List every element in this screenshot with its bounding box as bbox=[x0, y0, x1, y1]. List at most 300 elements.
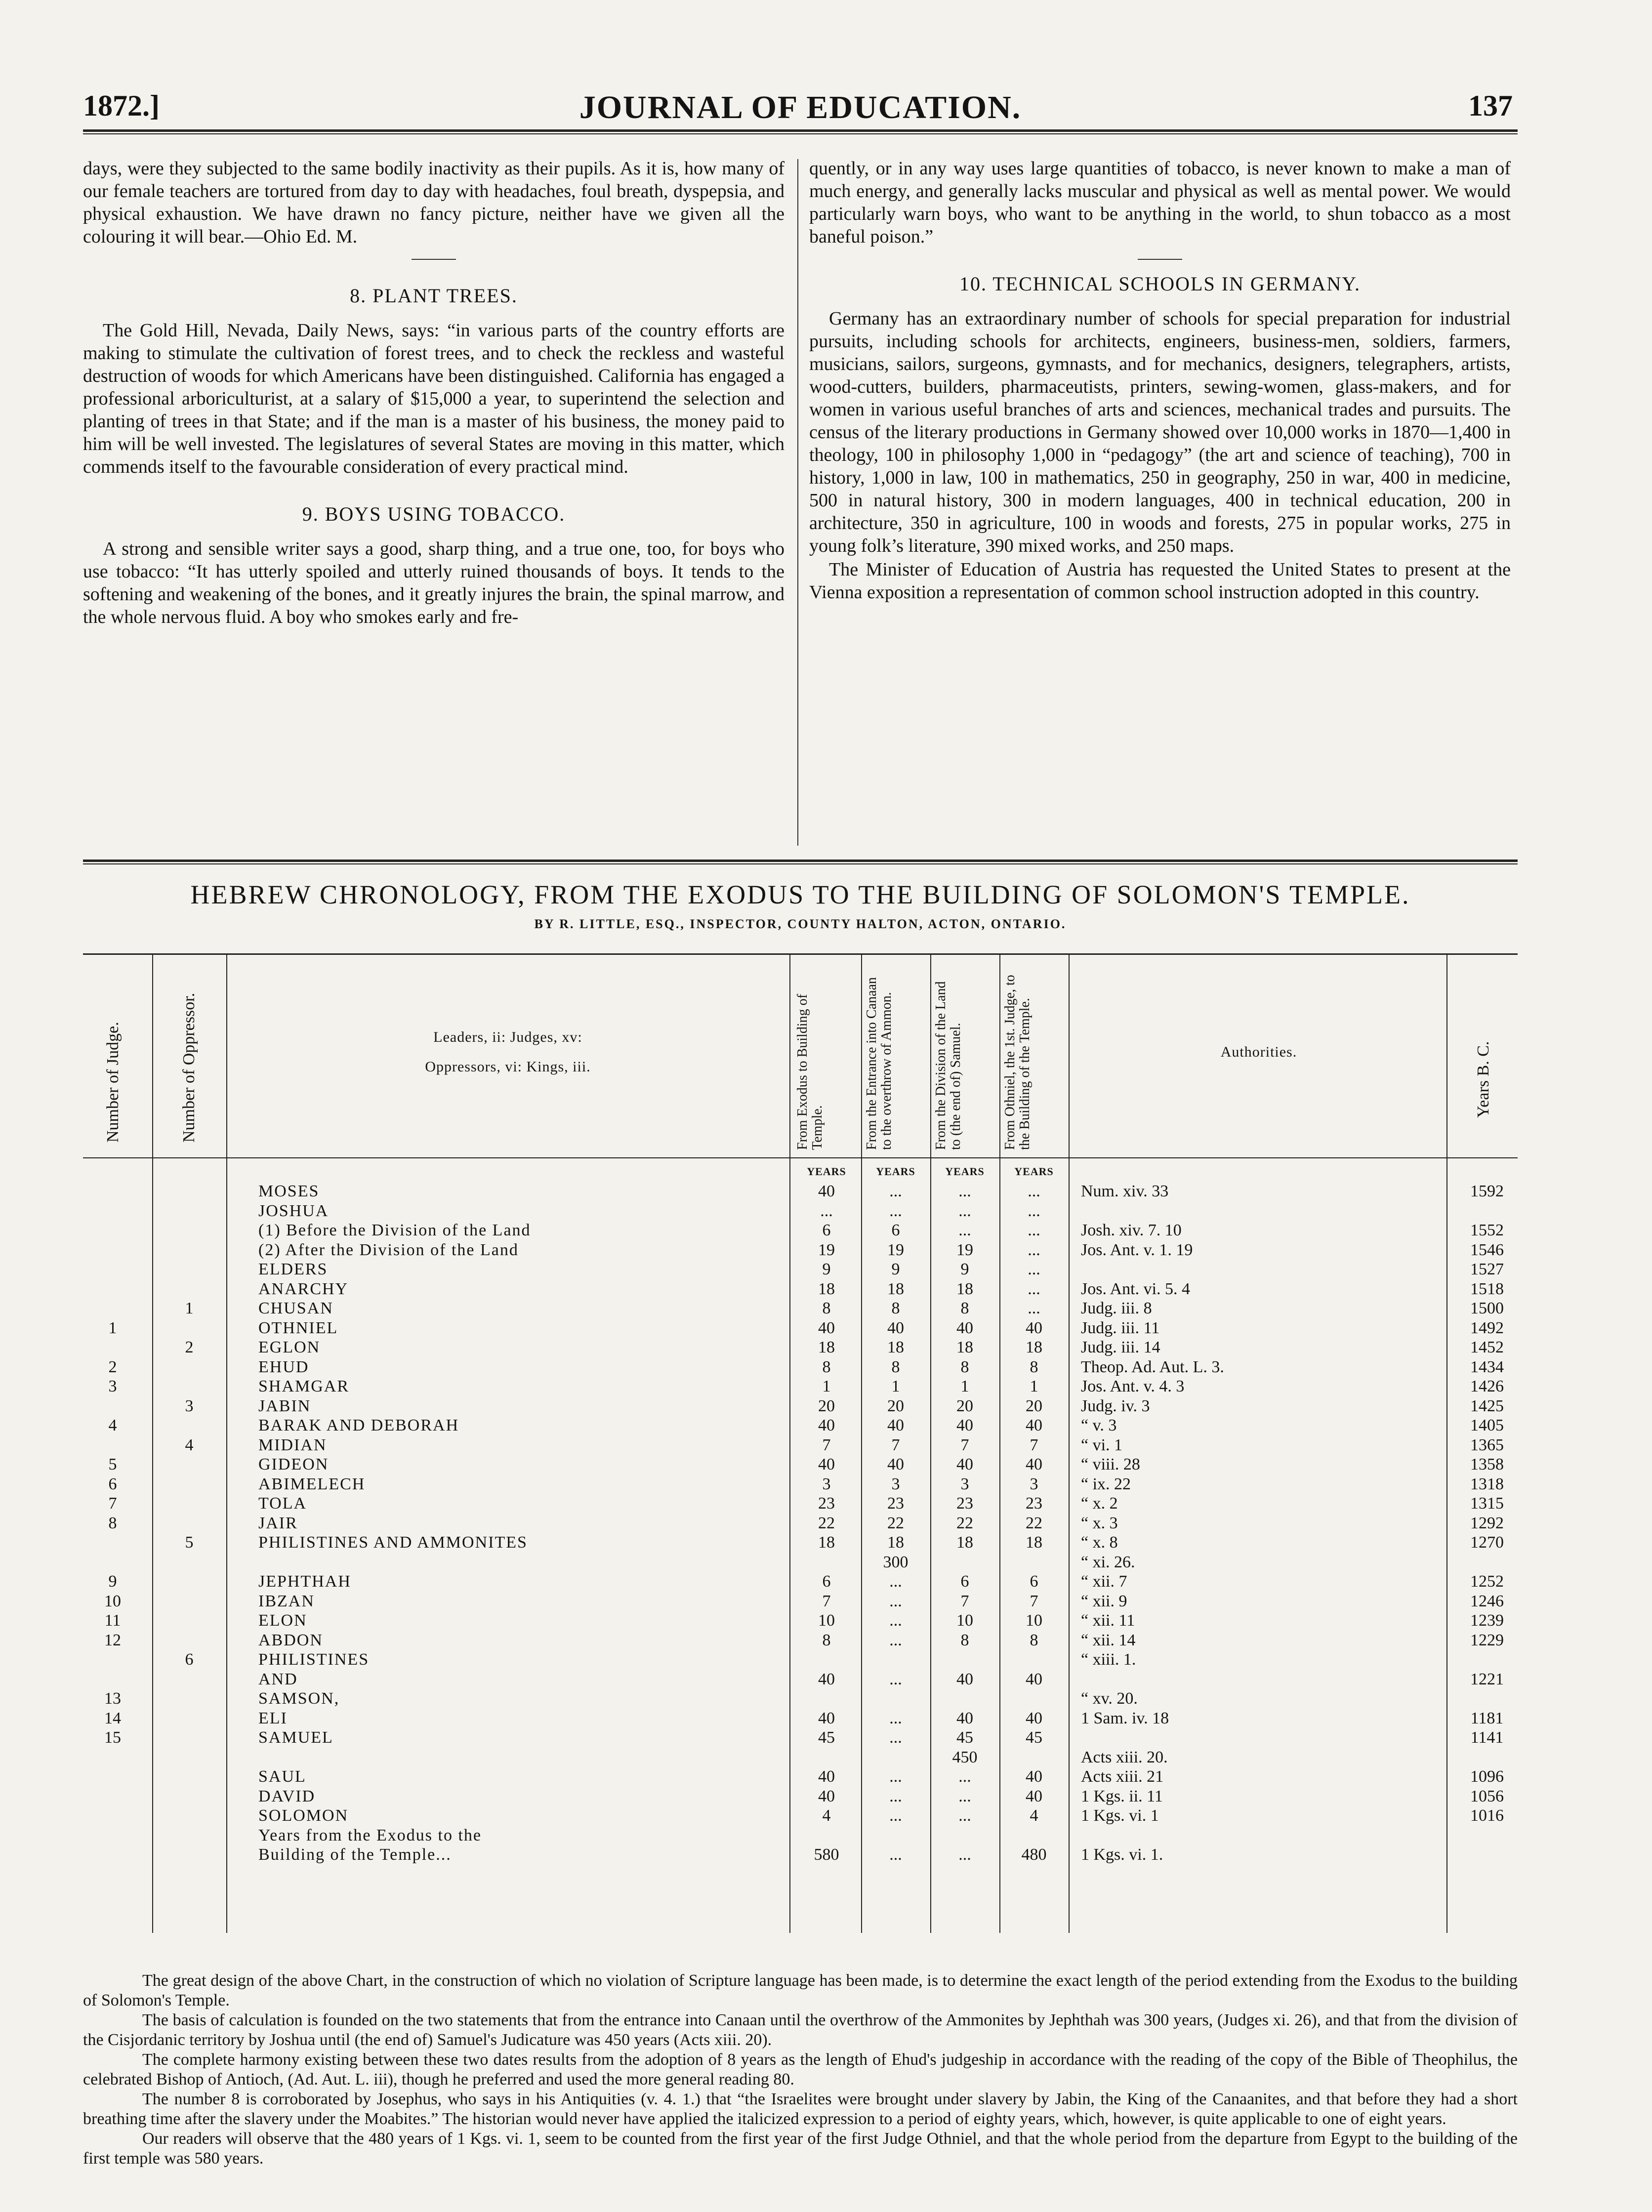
header-year: 1872.] bbox=[83, 89, 160, 122]
years-canaan-to-ammon: ... bbox=[889, 1572, 902, 1591]
table-row bbox=[83, 1299, 1518, 1318]
years-division-to-samuel: 8 bbox=[960, 1357, 969, 1376]
leader-name: PHILISTINES bbox=[258, 1650, 370, 1669]
years-exodus-to-temple: 40 bbox=[818, 1455, 835, 1474]
years-division-to-samuel: ... bbox=[958, 1787, 971, 1805]
year-bc: 1500 bbox=[1470, 1299, 1504, 1317]
years-division-to-samuel: 22 bbox=[956, 1514, 973, 1532]
years-othniel-to-temple: 1 bbox=[1030, 1377, 1038, 1395]
leader-name: TOLA bbox=[258, 1494, 307, 1513]
judge-number: 8 bbox=[108, 1514, 117, 1532]
year-bc: 1518 bbox=[1470, 1279, 1504, 1298]
years-exodus-to-temple: 20 bbox=[818, 1396, 835, 1415]
years-canaan-to-ammon: 22 bbox=[887, 1514, 904, 1532]
leader-name: ELI bbox=[258, 1709, 288, 1727]
table-row bbox=[83, 1182, 1518, 1201]
years-canaan-to-ammon: 8 bbox=[891, 1357, 900, 1376]
year-bc: 1527 bbox=[1470, 1260, 1504, 1278]
years-exodus-to-temple: 9 bbox=[822, 1260, 831, 1278]
table-row bbox=[83, 1787, 1518, 1806]
authority-reference: 1 Kgs. ii. 11 bbox=[1081, 1787, 1163, 1805]
authority-reference: Acts xiii. 20. bbox=[1081, 1748, 1168, 1766]
year-bc: 1426 bbox=[1470, 1377, 1504, 1395]
years-division-to-samuel: 10 bbox=[956, 1611, 973, 1630]
judge-number: 11 bbox=[104, 1611, 121, 1630]
years-exodus-to-temple: 7 bbox=[822, 1435, 831, 1454]
header-authorities: Authorities. bbox=[1220, 1044, 1297, 1060]
year-bc: 1358 bbox=[1470, 1455, 1504, 1474]
continued-paragraph: quently, or in any way uses large quantities of tobacco, is never known to make a man of much energy, and generally lacks muscular and physical as well as mental power. We would particularly warn boys, who want to be anything in the world, to shun tobacco as a most baneful poison.” bbox=[809, 158, 1511, 247]
oppressor-number: 5 bbox=[185, 1533, 194, 1552]
year-bc: 1270 bbox=[1470, 1533, 1504, 1552]
leader-name: Building of the Temple... bbox=[258, 1845, 452, 1864]
table-row bbox=[83, 1748, 1518, 1767]
years-othniel-to-temple: ... bbox=[1028, 1260, 1040, 1278]
years-canaan-to-ammon: ... bbox=[889, 1631, 902, 1649]
judge-number: 13 bbox=[104, 1689, 121, 1708]
years-division-to-samuel: 40 bbox=[956, 1416, 973, 1434]
years-exodus-to-temple: 40 bbox=[818, 1787, 835, 1805]
authority-reference: Num. xiv. 33 bbox=[1081, 1182, 1169, 1200]
years-canaan-to-ammon: 1 bbox=[891, 1377, 900, 1395]
years-label: YEARS bbox=[876, 1165, 915, 1178]
year-bc: 1452 bbox=[1470, 1338, 1504, 1356]
year-bc: 1434 bbox=[1470, 1357, 1504, 1376]
oppressor-number: 1 bbox=[185, 1299, 194, 1317]
authority-reference: Judg. iii. 14 bbox=[1081, 1338, 1160, 1356]
year-bc: 1056 bbox=[1470, 1787, 1504, 1805]
journal-page bbox=[83, 74, 1518, 2178]
years-exodus-to-temple: 580 bbox=[814, 1845, 839, 1864]
header-leaders-line2: Oppressors, vi: Kings, iii. bbox=[425, 1059, 591, 1075]
years-exodus-to-temple: 40 bbox=[818, 1709, 835, 1727]
years-division-to-samuel: ... bbox=[958, 1221, 971, 1239]
authority-reference: 1 Kgs. vi. 1. bbox=[1081, 1845, 1163, 1864]
table-row bbox=[83, 1845, 1518, 1864]
table-row bbox=[83, 1728, 1518, 1747]
year-bc: 1315 bbox=[1470, 1494, 1504, 1513]
leader-name: SAMUEL bbox=[258, 1728, 333, 1747]
header-years-bc: Years B. C. bbox=[1474, 1041, 1492, 1118]
table-row bbox=[83, 1397, 1518, 1416]
years-canaan-to-ammon: ... bbox=[889, 1201, 902, 1220]
years-division-to-samuel: 8 bbox=[960, 1299, 969, 1317]
years-division-to-samuel: 18 bbox=[956, 1338, 973, 1356]
years-exodus-to-temple: 40 bbox=[818, 1318, 835, 1337]
years-canaan-to-ammon: ... bbox=[889, 1592, 902, 1610]
authority-reference: Judg. iv. 3 bbox=[1081, 1396, 1150, 1415]
leader-name: JAIR bbox=[258, 1514, 298, 1532]
years-division-to-samuel: ... bbox=[958, 1201, 971, 1220]
year-bc: 1592 bbox=[1470, 1182, 1504, 1200]
authority-reference: Judg. iii. 8 bbox=[1081, 1299, 1152, 1317]
years-exodus-to-temple: 19 bbox=[818, 1240, 835, 1259]
right-column bbox=[809, 157, 1511, 605]
years-division-to-samuel: 1 bbox=[960, 1377, 969, 1395]
years-othniel-to-temple: 8 bbox=[1030, 1631, 1038, 1649]
note-paragraph: The number 8 is corroborated by Josephus, who says in his Antiquities (v. 4. 1.) that “the Israelites were brought under slavery by Jabin, the King of the Canaanites, and that before they had a short breathing time after the slavery under the Moabites.” The historian would never have applied the italicized expression to a period of eighty years, which, however, is quite applicable to one of eight years. bbox=[83, 2090, 1518, 2128]
years-label: YEARS bbox=[945, 1165, 985, 1178]
leader-name: JEPHTHAH bbox=[258, 1572, 351, 1591]
years-othniel-to-temple: 18 bbox=[1026, 1533, 1042, 1552]
years-othniel-to-temple: ... bbox=[1028, 1182, 1040, 1200]
years-division-to-samuel: ... bbox=[958, 1767, 971, 1786]
years-canaan-to-ammon: 40 bbox=[887, 1455, 904, 1474]
years-othniel-to-temple: 480 bbox=[1021, 1845, 1047, 1864]
years-othniel-to-temple: 40 bbox=[1026, 1709, 1042, 1727]
leader-name: ELDERS bbox=[258, 1260, 328, 1278]
judge-number: 7 bbox=[108, 1494, 117, 1513]
years-canaan-to-ammon: ... bbox=[889, 1709, 902, 1727]
oppressor-number: 2 bbox=[185, 1338, 194, 1356]
page-number: 137 bbox=[1468, 89, 1513, 122]
years-othniel-to-temple: ... bbox=[1028, 1221, 1040, 1239]
years-exodus-to-temple: 18 bbox=[818, 1533, 835, 1552]
year-bc: 1229 bbox=[1470, 1631, 1504, 1649]
authority-reference: “ x. 3 bbox=[1081, 1514, 1118, 1532]
header-exodus-to-temple: From Exodus to Building of Temple. bbox=[795, 994, 825, 1150]
leader-name: SOLOMON bbox=[258, 1806, 349, 1825]
header-division-to-samuel: From the Division of the Land to (the end of) Samuel. bbox=[933, 981, 963, 1150]
leader-name: ABIMELECH bbox=[258, 1475, 366, 1493]
year-bc: 1365 bbox=[1470, 1435, 1504, 1454]
oppressor-number: 6 bbox=[185, 1650, 194, 1669]
column-separator bbox=[797, 159, 798, 846]
years-canaan-to-ammon: 18 bbox=[887, 1279, 904, 1298]
table-row bbox=[83, 1377, 1518, 1396]
years-division-to-samuel: 18 bbox=[956, 1279, 973, 1298]
authority-reference: “ xii. 11 bbox=[1081, 1611, 1135, 1630]
leader-name: SAMSON, bbox=[258, 1689, 340, 1708]
leader-name: EHUD bbox=[258, 1357, 309, 1376]
years-division-to-samuel: 3 bbox=[960, 1475, 969, 1493]
years-othniel-to-temple: 23 bbox=[1026, 1494, 1042, 1513]
table-row bbox=[83, 1631, 1518, 1650]
table-row bbox=[83, 1338, 1518, 1357]
years-exodus-to-temple: 8 bbox=[822, 1299, 831, 1317]
left-column bbox=[83, 157, 785, 629]
table-row bbox=[83, 1475, 1518, 1494]
years-exodus-to-temple: 10 bbox=[818, 1611, 835, 1630]
leader-name: ABDON bbox=[258, 1631, 323, 1649]
years-canaan-to-ammon: 20 bbox=[887, 1396, 904, 1415]
years-division-to-samuel: ... bbox=[958, 1845, 971, 1864]
years-division-to-samuel: 9 bbox=[960, 1260, 969, 1278]
table-row bbox=[83, 1533, 1518, 1552]
years-label: YEARS bbox=[1014, 1165, 1054, 1178]
authority-reference: “ x. 2 bbox=[1081, 1494, 1118, 1513]
authority-reference: Josh. xiv. 7. 10 bbox=[1081, 1221, 1182, 1239]
years-canaan-to-ammon: 40 bbox=[887, 1318, 904, 1337]
page-header bbox=[83, 74, 1518, 128]
authority-reference: “ ix. 22 bbox=[1081, 1475, 1131, 1493]
year-bc: 1546 bbox=[1470, 1240, 1504, 1259]
header-othniel-to-temple: From Othniel, the 1st. Judge, to the Building of the Temple. bbox=[1002, 975, 1032, 1150]
header-judge-number: Number of Judge. bbox=[104, 1022, 122, 1143]
year-bc: 1096 bbox=[1470, 1767, 1504, 1786]
leader-name: (2) After the Division of the Land bbox=[258, 1240, 519, 1259]
years-othniel-to-temple: 3 bbox=[1030, 1475, 1038, 1493]
years-division-to-samuel: 8 bbox=[960, 1631, 969, 1649]
table-row bbox=[83, 1689, 1518, 1708]
note-paragraph: The complete harmony existing between these two dates results from the adoption of 8 years as the length of Ehud's judgeship in accordance with the reading of the copy of the Bible of Theophilus, the celebrated Bishop of Antioch, (Ad. Aut. L. iii), though he preferred and used the more general reading 80. bbox=[83, 2050, 1518, 2089]
section-divider bbox=[412, 259, 456, 260]
section-8-title: 8. PLANT TREES. bbox=[350, 285, 518, 307]
table-row bbox=[83, 1592, 1518, 1611]
years-exodus-to-temple: 40 bbox=[818, 1767, 835, 1786]
leader-name: CHUSAN bbox=[258, 1299, 333, 1317]
year-bc: 1239 bbox=[1470, 1611, 1504, 1630]
year-bc: 1405 bbox=[1470, 1416, 1504, 1434]
table-row bbox=[83, 1709, 1518, 1728]
years-othniel-to-temple: ... bbox=[1028, 1240, 1040, 1259]
section-8-text: The Gold Hill, Nevada, Daily News, says: “in various parts of the country efforts are making to stimulate the cultivation of forest trees, and to check the reckless and wasteful destruction of woods for which Americans have been distinguished. California has engaged a professional arboriculturist, at a salary of $15,000 a year, to superintend the selection and planting of trees in that State; and if the man is a master of his business, the money paid to him will be well invested. The legislatures of several States are moving in this matter, which commends itself to the favourable consideration of every practical mind. bbox=[83, 320, 785, 477]
table-row bbox=[83, 1650, 1518, 1669]
years-division-to-samuel: 7 bbox=[960, 1592, 969, 1610]
years-label-row bbox=[83, 1162, 1518, 1181]
years-othniel-to-temple: ... bbox=[1028, 1201, 1040, 1220]
years-canaan-to-ammon: 23 bbox=[887, 1494, 904, 1513]
years-exodus-to-temple: 8 bbox=[822, 1357, 831, 1376]
note-paragraph: The great design of the above Chart, in the construction of which no violation of Scripture language has been made, is to determine the exact length of the period extending from the Exodus to the building of Solomon's Temple. bbox=[83, 1971, 1518, 2009]
year-bc: 1181 bbox=[1470, 1709, 1504, 1727]
leader-name: DAVID bbox=[258, 1787, 316, 1805]
leader-name: BARAK AND DEBORAH bbox=[258, 1416, 459, 1434]
authority-reference: 1 Sam. iv. 18 bbox=[1081, 1709, 1169, 1727]
table-row bbox=[83, 1455, 1518, 1474]
years-othniel-to-temple: 8 bbox=[1030, 1357, 1038, 1376]
years-canaan-to-ammon: ... bbox=[889, 1611, 902, 1630]
table-row bbox=[83, 1221, 1518, 1240]
years-canaan-to-ammon: 300 bbox=[883, 1553, 909, 1571]
years-exodus-to-temple: 4 bbox=[822, 1806, 831, 1825]
judge-number: 15 bbox=[104, 1728, 121, 1747]
authority-reference: Judg. iii. 11 bbox=[1081, 1318, 1160, 1337]
years-division-to-samuel: ... bbox=[958, 1806, 971, 1825]
table-row bbox=[83, 1514, 1518, 1533]
judge-number: 3 bbox=[108, 1377, 117, 1395]
judge-number: 4 bbox=[108, 1416, 117, 1434]
years-exodus-to-temple: 1 bbox=[822, 1377, 831, 1395]
year-bc: 1141 bbox=[1470, 1728, 1504, 1747]
years-exodus-to-temple: 8 bbox=[822, 1631, 831, 1649]
year-bc: 1425 bbox=[1470, 1396, 1504, 1415]
years-label: YEARS bbox=[807, 1165, 846, 1178]
table-row bbox=[83, 1611, 1518, 1630]
section-10-text-2: The Minister of Education of Austria has requested the United States to present at the Vienna exposition a representation of common school instruction adopted in this country. bbox=[809, 559, 1511, 603]
table-row bbox=[83, 1202, 1518, 1221]
authority-reference: Jos. Ant. vi. 5. 4 bbox=[1081, 1279, 1191, 1298]
authority-reference: “ vi. 1 bbox=[1081, 1435, 1123, 1454]
years-division-to-samuel: 19 bbox=[956, 1240, 973, 1259]
leader-name: MOSES bbox=[258, 1182, 320, 1200]
years-canaan-to-ammon: 9 bbox=[891, 1260, 900, 1278]
authority-reference: Acts xiii. 21 bbox=[1081, 1767, 1164, 1786]
years-division-to-samuel: 40 bbox=[956, 1318, 973, 1337]
years-othniel-to-temple: 4 bbox=[1030, 1806, 1038, 1825]
years-division-to-samuel: 6 bbox=[960, 1572, 969, 1591]
leader-name: JABIN bbox=[258, 1396, 311, 1415]
year-bc: 1552 bbox=[1470, 1221, 1504, 1239]
note-paragraph: Our readers will observe that the 480 years of 1 Kgs. vi. 1, seem to be counted from the first year of the first Judge Othniel, and that the whole period from the departure from Egypt to the building of the first temple was 580 years. bbox=[83, 2130, 1518, 2168]
years-canaan-to-ammon: ... bbox=[889, 1767, 902, 1786]
years-canaan-to-ammon: 40 bbox=[887, 1416, 904, 1434]
judge-number: 2 bbox=[108, 1357, 117, 1376]
leader-name: IBZAN bbox=[258, 1592, 315, 1610]
years-exodus-to-temple: 45 bbox=[818, 1728, 835, 1747]
years-canaan-to-ammon: 18 bbox=[887, 1338, 904, 1356]
table-row bbox=[83, 1416, 1518, 1435]
years-othniel-to-temple: 40 bbox=[1026, 1670, 1042, 1688]
table-row bbox=[83, 1280, 1518, 1299]
years-canaan-to-ammon: ... bbox=[889, 1182, 902, 1200]
authority-reference: “ xiii. 1. bbox=[1081, 1650, 1136, 1669]
table-row bbox=[83, 1572, 1518, 1591]
years-othniel-to-temple: 40 bbox=[1026, 1787, 1042, 1805]
header-rule bbox=[83, 129, 1518, 134]
years-canaan-to-ammon: ... bbox=[889, 1728, 902, 1747]
years-exodus-to-temple: 18 bbox=[818, 1279, 835, 1298]
chronology-title: HEBREW CHRONOLOGY, FROM THE EXODUS TO THE BUILDING OF SOLOMON'S TEMPLE. bbox=[190, 880, 1410, 909]
leader-name: JOSHUA bbox=[258, 1201, 329, 1220]
years-division-to-samuel: 40 bbox=[956, 1709, 973, 1727]
years-division-to-samuel: 40 bbox=[956, 1670, 973, 1688]
leader-name: GIDEON bbox=[258, 1455, 329, 1474]
years-othniel-to-temple: ... bbox=[1028, 1299, 1040, 1317]
authority-reference: “ xii. 9 bbox=[1081, 1592, 1127, 1610]
table-row bbox=[83, 1241, 1518, 1260]
header-oppressor-number: Number of Oppressor. bbox=[180, 992, 198, 1143]
years-canaan-to-ammon: ... bbox=[889, 1670, 902, 1688]
table-row bbox=[83, 1806, 1518, 1825]
years-othniel-to-temple: 20 bbox=[1026, 1396, 1042, 1415]
years-division-to-samuel: 18 bbox=[956, 1533, 973, 1552]
years-othniel-to-temple: 40 bbox=[1026, 1318, 1042, 1337]
years-exodus-to-temple: 7 bbox=[822, 1592, 831, 1610]
header-leaders bbox=[231, 1029, 785, 1075]
table-row bbox=[83, 1260, 1518, 1279]
year-bc: 1318 bbox=[1470, 1475, 1504, 1493]
authority-reference: “ x. 8 bbox=[1081, 1533, 1118, 1552]
judge-number: 14 bbox=[104, 1709, 121, 1727]
years-exodus-to-temple: 3 bbox=[822, 1475, 831, 1493]
years-canaan-to-ammon: ... bbox=[889, 1845, 902, 1864]
years-exodus-to-temple: 23 bbox=[818, 1494, 835, 1513]
years-canaan-to-ammon: ... bbox=[889, 1787, 902, 1805]
leader-name: ELON bbox=[258, 1611, 307, 1630]
table-row bbox=[83, 1319, 1518, 1338]
years-division-to-samuel: 7 bbox=[960, 1435, 969, 1454]
years-division-to-samuel: 450 bbox=[952, 1748, 978, 1766]
table-row bbox=[83, 1826, 1518, 1845]
judge-number: 1 bbox=[108, 1318, 117, 1337]
years-othniel-to-temple: 40 bbox=[1026, 1455, 1042, 1474]
judge-number: 12 bbox=[104, 1631, 121, 1649]
leader-name: OTHNIEL bbox=[258, 1318, 338, 1337]
authority-reference: “ xii. 14 bbox=[1081, 1631, 1136, 1649]
table-row bbox=[83, 1767, 1518, 1786]
years-exodus-to-temple: 6 bbox=[822, 1221, 831, 1239]
table-row bbox=[83, 1553, 1518, 1572]
years-othniel-to-temple: 18 bbox=[1026, 1338, 1042, 1356]
judge-number: 5 bbox=[108, 1455, 117, 1474]
chart-notes bbox=[83, 1971, 1518, 2169]
section-9-text: A strong and sensible writer says a good, sharp thing, and a true one, too, for boys who use tobacco: “It has utterly spoiled and utterly ruined thousands of boys. It tends to the softening and weakening of the bones, and it greatly injures the brain, the spinal marrow, and the whole nervous fluid. A boy who smokes early and fre- bbox=[83, 538, 785, 627]
years-othniel-to-temple: 40 bbox=[1026, 1416, 1042, 1434]
years-othniel-to-temple: 10 bbox=[1026, 1611, 1042, 1630]
year-bc: 1492 bbox=[1470, 1318, 1504, 1337]
years-canaan-to-ammon: 19 bbox=[887, 1240, 904, 1259]
chronology-byline: BY R. LITTLE, ESQ., INSPECTOR, COUNTY HALTON, ACTON, ONTARIO. bbox=[534, 917, 1067, 931]
years-exodus-to-temple: 40 bbox=[818, 1670, 835, 1688]
years-canaan-to-ammon: 3 bbox=[891, 1475, 900, 1493]
oppressor-number: 3 bbox=[185, 1396, 194, 1415]
leader-name: MIDIAN bbox=[258, 1435, 327, 1454]
intro-paragraph: days, were they subjected to the same bodily inactivity as their pupils. As it is, how many of our female teachers are tortured from day to day with headaches, foul breath, dyspepsia, and physical exhaustion. We have drawn no fancy picture, neither have we given all the colouring it will bear.—Ohio Ed. M. bbox=[83, 158, 785, 247]
leader-name: SHAMGAR bbox=[258, 1377, 350, 1395]
years-canaan-to-ammon: 8 bbox=[891, 1299, 900, 1317]
authority-reference: Jos. Ant. v. 1. 19 bbox=[1081, 1240, 1193, 1259]
years-division-to-samuel: 20 bbox=[956, 1396, 973, 1415]
leader-name: EGLON bbox=[258, 1338, 321, 1356]
leader-name: Years from the Exodus to the bbox=[258, 1826, 482, 1844]
judge-number: 9 bbox=[108, 1572, 117, 1591]
years-othniel-to-temple: 45 bbox=[1026, 1728, 1042, 1747]
header-canaan-to-ammon: From the Entrance into Canaan to the overthrow of Ammon. bbox=[864, 977, 894, 1150]
years-division-to-samuel: ... bbox=[958, 1182, 971, 1200]
section-10-title: 10. TECHNICAL SCHOOLS IN GERMANY. bbox=[959, 273, 1361, 295]
years-division-to-samuel: 40 bbox=[956, 1455, 973, 1474]
year-bc: 1221 bbox=[1470, 1670, 1504, 1688]
year-bc: 1016 bbox=[1470, 1806, 1504, 1825]
judge-number: 10 bbox=[104, 1592, 121, 1610]
table-row bbox=[83, 1670, 1518, 1689]
section-divider bbox=[1138, 259, 1182, 260]
authority-reference: “ xii. 7 bbox=[1081, 1572, 1127, 1591]
years-othniel-to-temple: 40 bbox=[1026, 1767, 1042, 1786]
section-rule bbox=[83, 860, 1518, 864]
years-exodus-to-temple: 22 bbox=[818, 1514, 835, 1532]
years-othniel-to-temple: 22 bbox=[1026, 1514, 1042, 1532]
years-othniel-to-temple: 6 bbox=[1030, 1572, 1038, 1591]
table-header-rule bbox=[83, 1157, 1518, 1158]
years-division-to-samuel: 23 bbox=[956, 1494, 973, 1513]
authority-reference: 1 Kgs. vi. 1 bbox=[1081, 1806, 1159, 1825]
authority-reference: Jos. Ant. v. 4. 3 bbox=[1081, 1377, 1185, 1395]
years-canaan-to-ammon: 6 bbox=[891, 1221, 900, 1239]
leader-name: AND bbox=[258, 1670, 298, 1688]
oppressor-number: 4 bbox=[185, 1435, 194, 1454]
table-row bbox=[83, 1436, 1518, 1455]
years-exodus-to-temple: 40 bbox=[818, 1182, 835, 1200]
authority-reference: “ v. 3 bbox=[1081, 1416, 1117, 1434]
years-canaan-to-ammon: ... bbox=[889, 1806, 902, 1825]
years-exodus-to-temple: 6 bbox=[822, 1572, 831, 1591]
table-row bbox=[83, 1358, 1518, 1377]
year-bc: 1292 bbox=[1470, 1514, 1504, 1532]
years-othniel-to-temple: 7 bbox=[1030, 1592, 1038, 1610]
leader-name: (1) Before the Division of the Land bbox=[258, 1221, 531, 1239]
years-canaan-to-ammon: 7 bbox=[891, 1435, 900, 1454]
leader-name: ANARCHY bbox=[258, 1279, 349, 1298]
years-othniel-to-temple: 7 bbox=[1030, 1435, 1038, 1454]
authority-reference: “ xv. 20. bbox=[1081, 1689, 1138, 1708]
years-canaan-to-ammon: 18 bbox=[887, 1533, 904, 1552]
table-row bbox=[83, 1494, 1518, 1513]
years-othniel-to-temple: ... bbox=[1028, 1279, 1040, 1298]
authority-reference: Theop. Ad. Aut. L. 3. bbox=[1081, 1357, 1224, 1376]
section-9-title: 9. BOYS USING TOBACCO. bbox=[302, 503, 566, 525]
